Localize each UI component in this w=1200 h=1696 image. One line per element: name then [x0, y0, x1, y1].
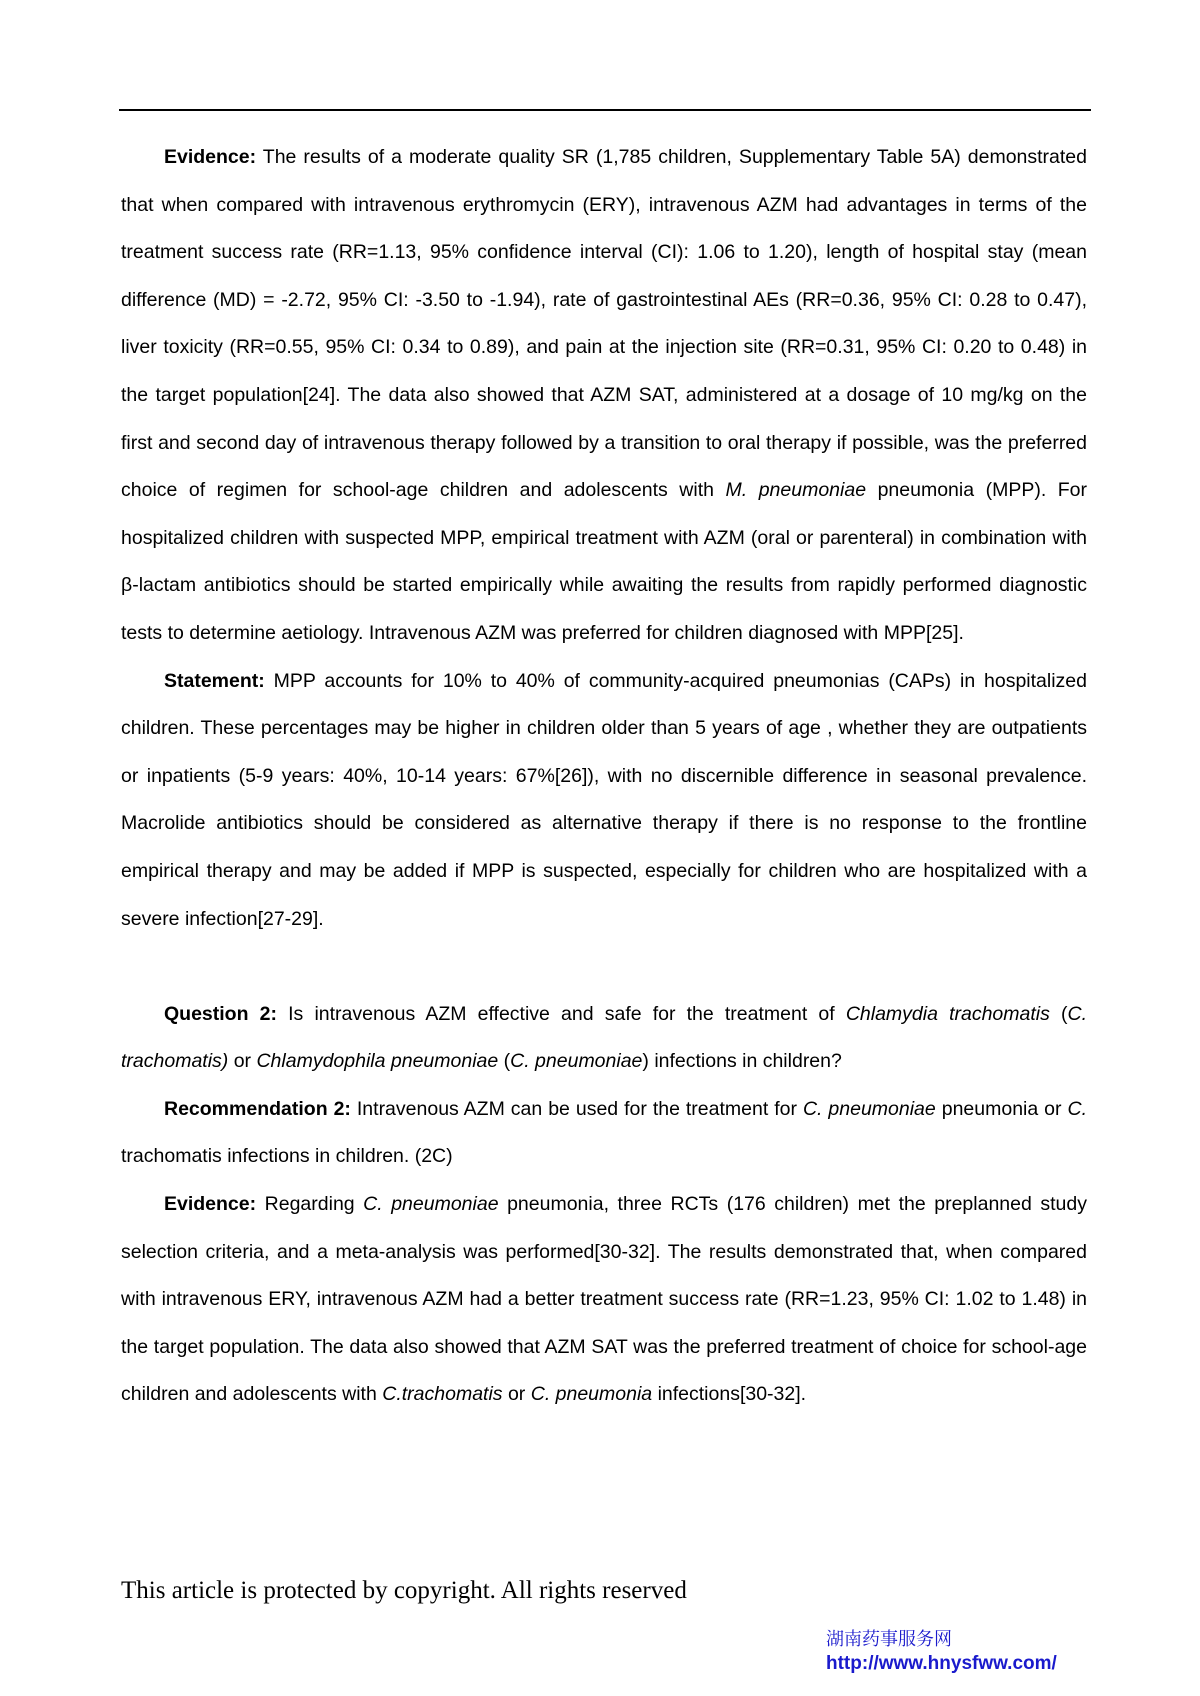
paragraph-heading: Statement:	[164, 669, 265, 692]
italic-term: C. pneumoniae	[510, 1050, 643, 1073]
paragraph-text: pneumonia (MPP). For hospitalized children with suspected MPP, empirical treatment with AZM (oral or parenteral) in combination with β-lactam antibiotics should be started empirically while awaiting the results from rapidly performed diagnostic tests to determine aetiology. Intravenous AZM was preferred for children diagnosed with MPP[25].	[121, 479, 1088, 644]
copyright-footer: This article is protected by copyright. All rights reserved	[121, 1577, 687, 1604]
paragraph-heading: Evidence:	[164, 146, 257, 168]
paragraph-text: (	[498, 1050, 511, 1073]
paragraph-text: ) infections in children?	[642, 1050, 842, 1073]
paragraph-text: or	[228, 1050, 257, 1073]
italic-term: C. pneumoniae	[363, 1193, 499, 1216]
italic-term: C. trachomatis)	[121, 1002, 1088, 1073]
site-watermark	[826, 1628, 1057, 1676]
italic-term: C.trachomatis	[382, 1383, 503, 1406]
paragraph-question-2	[121, 991, 1087, 1086]
paragraph-heading: Question 2:	[164, 1002, 277, 1025]
article-body	[121, 134, 1087, 1419]
paragraph-heading: Evidence:	[164, 1193, 257, 1216]
paragraph-text: or	[502, 1383, 531, 1406]
paragraph-statement	[121, 658, 1087, 944]
paragraph-evidence-2	[121, 1181, 1087, 1419]
paragraph-text: pneumonia, three RCTs (176 children) met the preplanned study selection criteria, and a meta-analysis was performed[30-32]. The results demonstrated that, when compared with intravenous ERY, intravenous AZM had a better treatment success rate (RR=1.23, 95% CI: 1.02 to 1.48) in the target population. The data also showed that AZM SAT was the preferred treatment of choice for school-age children and adolescents with	[121, 1193, 1087, 1406]
italic-term: M. pneumoniae	[725, 479, 867, 502]
paragraph-text: pneumonia or	[935, 1097, 1068, 1120]
paragraph-text: (	[1049, 1002, 1068, 1025]
paragraph-text: MPP accounts for 10% to 40% of community-acquired pneumonias (CAPs) in hospitalized children. These percentages may be higher in children older than 5 years of age , whether they are outpatients or inpatients (5-9 years: 40%, 10-14 years: 67%[26]), with no discernible difference in seasonal prevalence. Macrolide antibiotics should be considered as alternative therapy if there is no response to the frontline empirical therapy and may be added if MPP is suspected, especially for children who are hospitalized with a severe infection[27-29].	[121, 669, 1087, 930]
italic-term: Chlamydophila pneumoniae	[256, 1050, 499, 1073]
watermark-url[interactable]: http://www.hnysfww.com/	[826, 1653, 1057, 1674]
paragraph-text: Regarding	[256, 1193, 364, 1216]
header-rule	[119, 109, 1091, 111]
watermark-site-name: 湖南药事服务网	[826, 1629, 952, 1650]
paragraph-text: trachomatis infections in children. (2C)	[121, 1145, 453, 1168]
italic-term: C. pneumoniae	[802, 1097, 936, 1120]
paragraph-evidence-1	[121, 134, 1087, 658]
paragraph-text: The results of a moderate quality SR (1,785 children, Supplementary Table 5A) demonstrated that when compared with intravenous erythromycin (ERY), intravenous AZM had advantages in terms of the treatment success rate (RR=1.13, 95% confidence interval (CI): 1.06 to 1.20), length of hospital stay (mean difference (MD) = -2.72, 95% CI: -3.50 to -1.94), rate of gastrointestinal AEs (RR=0.36, 95% CI: 0.28 to 0.47), liver toxicity (RR=0.55, 95% CI: 0.34 to 0.89), and pain at the injection site (RR=0.31, 95% CI: 0.20 to 0.48) in the target population[24]. The data also showed that AZM SAT, administered at a dosage of 10 mg/kg on the first and second day of intravenous therapy followed by a transition to oral therapy if possible, was the preferred choice of regimen for school-age children and adolescents with	[121, 146, 1087, 502]
paragraph-text: Intravenous AZM can be used for the treatment for	[350, 1097, 803, 1120]
paragraph-recommendation-2	[121, 1086, 1087, 1181]
italic-term: Chlamydia trachomatis	[845, 1002, 1050, 1025]
paragraph-heading: Recommendation 2:	[164, 1097, 351, 1120]
paragraph-text: infections[30-32].	[652, 1383, 807, 1406]
italic-term: C. pneumonia	[530, 1383, 653, 1406]
italic-term: C.	[1067, 1097, 1087, 1120]
paragraph-text: Is intravenous AZM effective and safe for the treatment of	[277, 1002, 846, 1025]
